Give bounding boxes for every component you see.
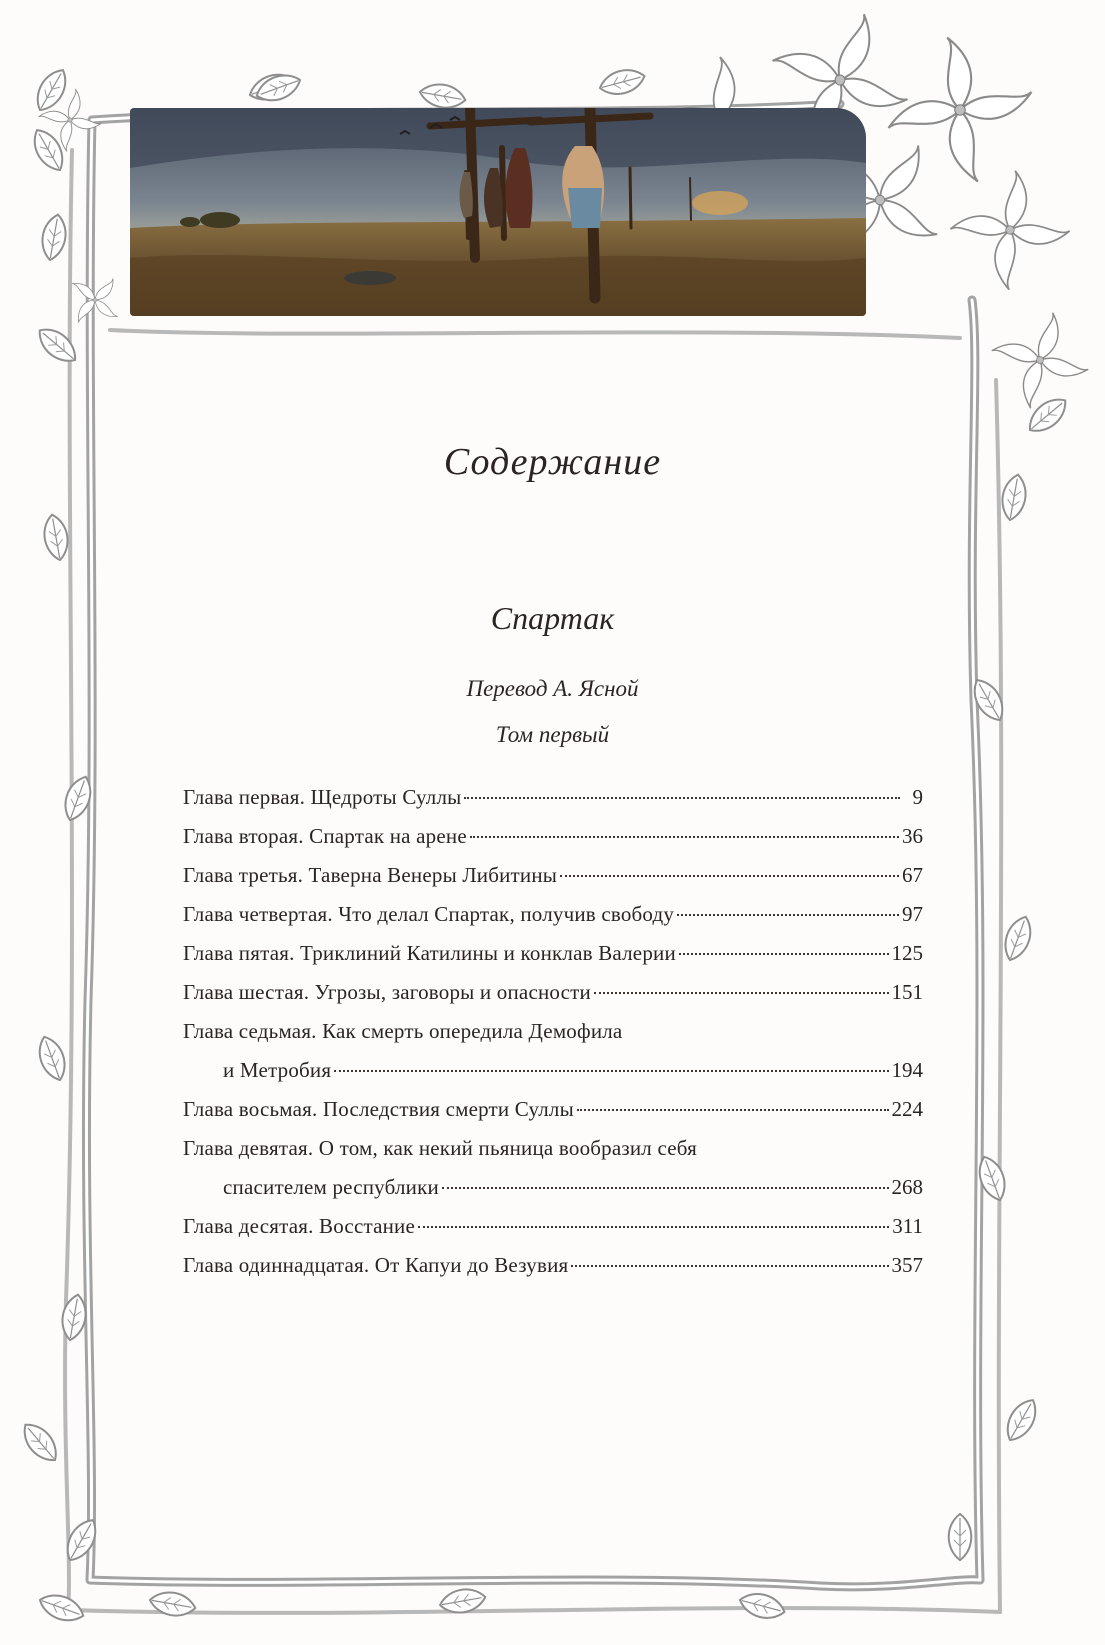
dot-leader bbox=[470, 836, 899, 838]
page-number: 125 bbox=[891, 941, 923, 965]
toc-entry bbox=[183, 934, 923, 973]
page-number: 224 bbox=[891, 1097, 923, 1121]
dot-leader bbox=[560, 875, 899, 877]
toc-entry bbox=[183, 1090, 923, 1129]
chapter-title: Глава четвертая. Что делал Спартак, получив свободу bbox=[183, 902, 675, 926]
page-number: 97 bbox=[902, 902, 923, 926]
page-number: 36 bbox=[902, 824, 923, 848]
toc-entry-line bbox=[183, 934, 923, 973]
toc-entry-line bbox=[183, 817, 923, 856]
dot-leader bbox=[571, 1265, 888, 1267]
dot-leader bbox=[442, 1187, 889, 1189]
toc-entry bbox=[183, 817, 923, 856]
chapter-title: Глава вторая. Спартак на арене bbox=[183, 824, 467, 848]
page-number: 268 bbox=[891, 1175, 923, 1199]
chapter-title: и Метробия bbox=[223, 1058, 332, 1082]
volume-label: Том первый bbox=[495, 722, 610, 747]
page-number: 67 bbox=[902, 863, 923, 887]
toc-entry bbox=[183, 856, 923, 895]
chapter-title: Глава седьмая. Как смерть опередила Демофила bbox=[183, 1019, 623, 1043]
contents-heading: Содержание bbox=[443, 441, 662, 483]
toc-entry bbox=[183, 778, 923, 817]
toc-entry-line bbox=[183, 1129, 923, 1168]
toc-entry-line bbox=[183, 856, 923, 895]
chapter-title: Глава десятая. Восстание bbox=[183, 1214, 416, 1238]
toc-entry-line bbox=[183, 778, 923, 817]
toc-entry bbox=[183, 1207, 923, 1246]
chapter-title: спасителем республики bbox=[223, 1175, 439, 1199]
dot-leader bbox=[594, 992, 889, 994]
toc-entry-line bbox=[183, 895, 923, 934]
chapter-title: Глава девятая. О том, как некий пьяница вообразил себя bbox=[183, 1136, 697, 1160]
toc-entry bbox=[183, 1129, 923, 1207]
chapter-title: Глава пятая. Триклиний Катилины и конклав Валерии bbox=[183, 941, 676, 965]
toc-entry-line bbox=[183, 1207, 923, 1246]
page-number: 311 bbox=[892, 1214, 923, 1238]
dot-leader bbox=[677, 914, 899, 916]
page-number: 194 bbox=[891, 1058, 923, 1082]
book-title: Спартак bbox=[490, 600, 615, 636]
dot-leader bbox=[334, 1070, 888, 1072]
toc-entry bbox=[183, 1246, 923, 1285]
toc-entry bbox=[183, 973, 923, 1012]
toc-entry bbox=[183, 895, 923, 934]
page-number: 151 bbox=[891, 980, 923, 1004]
dot-leader bbox=[418, 1226, 889, 1228]
dot-leader bbox=[679, 953, 889, 955]
chapter-title: Глава восьмая. Последствия смерти Суллы bbox=[183, 1097, 574, 1121]
toc-entry-line bbox=[183, 1051, 923, 1090]
dot-leader bbox=[464, 797, 900, 799]
page-number: 357 bbox=[891, 1253, 923, 1277]
table-of-contents bbox=[183, 778, 923, 1285]
toc-entry bbox=[183, 1012, 923, 1090]
page-number: 9 bbox=[912, 785, 923, 809]
toc-entry-line bbox=[183, 1168, 923, 1207]
chapter-title: Глава третья. Таверна Венеры Либитины bbox=[183, 863, 558, 887]
chapter-title: Глава одиннадцатая. От Капуи до Везувия bbox=[183, 1253, 569, 1277]
chapter-title: Глава шестая. Угрозы, заговоры и опасности bbox=[183, 980, 591, 1004]
toc-entry-line bbox=[183, 1246, 923, 1285]
toc-entry-line bbox=[183, 1012, 923, 1051]
chapter-title: Глава первая. Щедроты Суллы bbox=[183, 785, 462, 809]
header-painting-illustration bbox=[130, 108, 866, 316]
toc-entry-line bbox=[183, 973, 923, 1012]
toc-entry-line bbox=[183, 1090, 923, 1129]
translator-line: Перевод А. Ясной bbox=[466, 676, 639, 701]
dot-leader bbox=[577, 1109, 889, 1111]
